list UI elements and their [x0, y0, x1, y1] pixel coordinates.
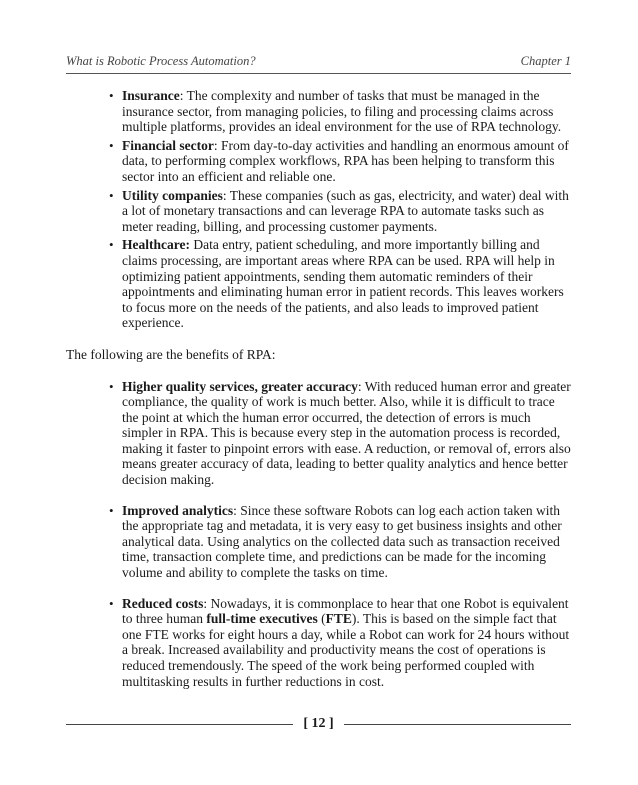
bold-phrase: full-time executives [206, 611, 318, 627]
list-item-term: Improved analytics [122, 502, 234, 518]
industry-list [66, 88, 574, 331]
page-number: [ 12 ] [303, 716, 334, 731]
list-item-text: Since these software Robots can log each action taken with the appropriate tag and metadata, it is very easy to get business insights and other analytical data. Using analytics on the collected data such as transaction received time, transaction complete time, and predictions can be made for the incoming volume and ability to complete the tasks on time. [122, 502, 562, 581]
page-footer [66, 716, 571, 732]
list-item-term: Reduced costs [122, 595, 204, 611]
list-item-improved-analytics: • Improved analytics: Since these software Robots can log each action taken with the appropriate tag and metadata, it is very easy to get business insights and other analytical data. Using analytics on the collected data such as transaction received time, transaction complete time, and predictions can be made for the incoming volume and ability to complete the tasks on time. [122, 503, 574, 581]
list-item-term: Financial sector [122, 137, 214, 153]
list-item-utility-companies: • Utility companies: These companies (such as gas, electricity, and water) deal with a lot of monetary transactions and can leverage RPA to automate tasks such as meter reading, billing, and processing customer payments. [122, 188, 574, 235]
list-item-higher-quality: • Higher quality services, greater accuracy: With reduced human error and greater compliance, the quality of work is much better. Also, while it is difficult to trace the point at which the human error occurred, the detection of errors is much simpler in RPA. This is because every step in the automation process is recorded, making it faster to pinpoint errors with ease. A reduction, or removal of, errors also means greater accuracy of data, leading to better quality analytics and hence better decision making. [122, 379, 574, 488]
list-item-text: The complexity and number of tasks that must be managed in the insurance sector, from managing policies, to filing and processing claims across multiple platforms, provides an ideal environment for the use of RPA technology. [122, 88, 562, 135]
list-item-text: With reduced human error and greater compliance, the quality of work is much better. Also, while it is difficult to trace the point at which the human error occurred, the detection of errors is much simpler in RPA. This is because every step in the automation process is recorded, making it faster to pinpoint errors with ease. A reduction, or removal of, errors also means greater accuracy of data, leading to better quality analytics and hence better decision making. [122, 378, 571, 488]
list-item-term: Higher quality services, greater accuracy [122, 378, 358, 394]
header-chapter: Chapter 1 [520, 54, 571, 68]
list-item-text: From day-to-day activities and handling an enormous amount of data, to performing complex workflows, RPA has been helping to transform this sector into an efficient and reliable one. [122, 137, 569, 184]
benefits-intro: The following are the benefits of RPA: [66, 346, 276, 362]
list-item-insurance: • Insurance: The complexity and number of tasks that must be managed in the insurance sector, from managing policies, to filing and processing claims across multiple platforms, provides an ideal environment for the use of RPA technology. [122, 88, 574, 135]
list-item-healthcare [122, 237, 574, 331]
header-title: What is Robotic Process Automation? [66, 54, 256, 68]
benefits-list [66, 379, 574, 690]
abbreviation: FTE [325, 611, 352, 627]
list-item-term: Healthcare: [122, 237, 190, 253]
list-item-financial-sector: • Financial sector: From day-to-day activities and handling an enormous amount of data, to performing complex workflows, RPA has been helping to transform this sector into an efficient and reliable one. [122, 138, 574, 185]
list-item-text: Data entry, patient scheduling, and more importantly billing and claims processing, are important areas where RPA can be used. RPA will help in optimizing patient appointments, sending them automatic reminders of their appointments and eliminating human error in patient records. This leaves workers to focus more on the needs of the patients, and also leads to improved patient experience. [122, 237, 564, 331]
footer-rule-left [66, 724, 293, 725]
list-item-reduced-costs: • Reduced costs: Nowadays, it is commonplace to hear that one Robot is equivalent to three human full-time executives (FTE). This is based on the simple fact that one FTE works for eight hours a day, while a Robot can work for 24 hours without a break. Increased availability and productivity means the cost of operations is reduced tremendously. The speed of the work being performed coupled with multitasking results in further reductions in cost. [122, 596, 574, 690]
header-divider [66, 73, 571, 74]
footer-rule-right [344, 724, 571, 725]
list-item-term: Utility companies [122, 187, 223, 203]
running-header [66, 54, 571, 69]
list-item-term: Insurance [122, 88, 180, 103]
list-item-text: These companies (such as gas, electricity, and water) deal with a lot of monetary transactions and can leverage RPA to automate tasks such as meter reading, billing, and processing customer payments. [122, 187, 569, 234]
page-content [66, 88, 574, 704]
